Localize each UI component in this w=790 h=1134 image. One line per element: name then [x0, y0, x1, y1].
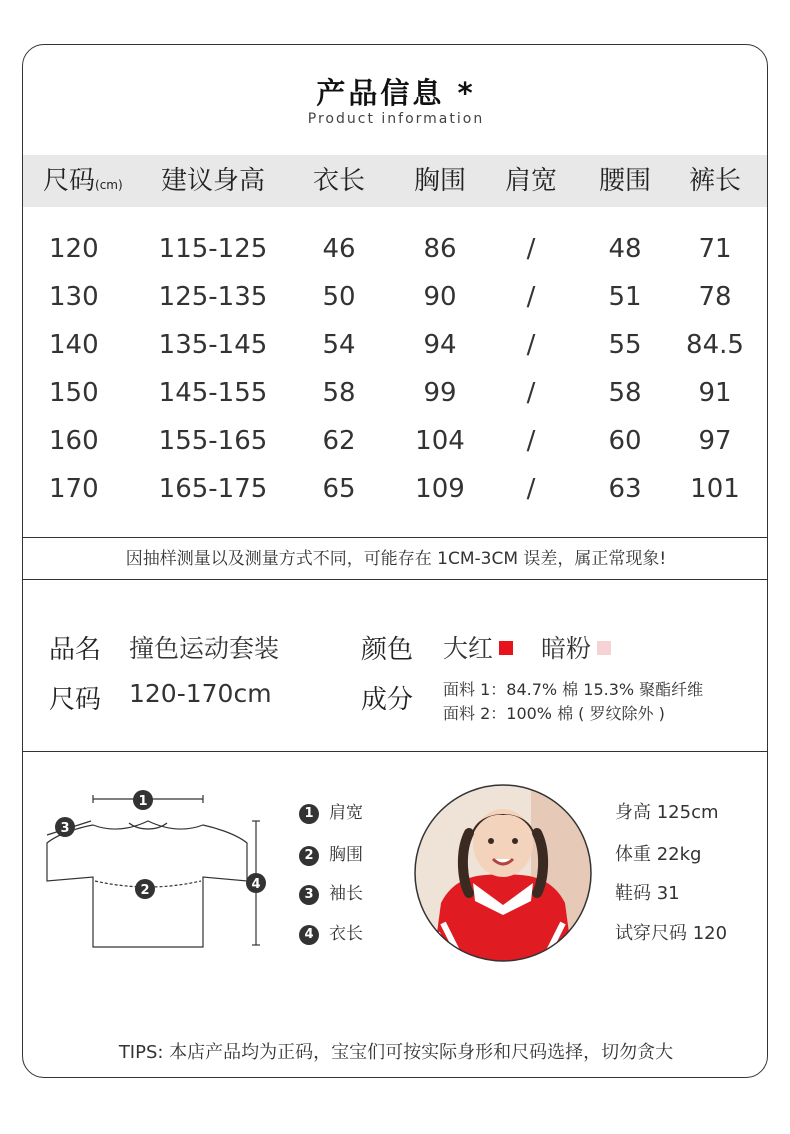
product-name-value: 撞色运动套装: [129, 634, 280, 663]
table-row: [23, 469, 768, 509]
legend-label: 袖长: [329, 884, 363, 904]
table-cell: 51: [608, 282, 642, 312]
table-cell: 135-145: [158, 330, 268, 360]
legend-label: 衣长: [329, 924, 363, 944]
child-model-photo: [413, 783, 593, 963]
table-cell: 55: [608, 330, 642, 360]
table-row: [23, 421, 768, 461]
table-cell: 120: [49, 234, 99, 264]
marker-2-label: 2: [140, 883, 150, 898]
color-name-red: 大红: [443, 634, 494, 663]
table-cell: 62: [322, 426, 356, 456]
table-cell: 145-155: [158, 378, 268, 408]
column-header-pants-length: 裤长: [688, 166, 741, 196]
table-cell: 99: [423, 378, 457, 408]
column-header-waist: 腰围: [598, 166, 651, 196]
column-header-height: 建议身高: [160, 166, 265, 196]
color-option-pink: [541, 629, 611, 665]
table-cell: 63: [608, 474, 642, 504]
color-option-red: [443, 629, 513, 665]
number-3-icon: 3: [299, 885, 319, 905]
size-range-value: 120-170cm: [129, 679, 272, 708]
legend-item-shoulder: [299, 798, 363, 822]
legend-item-length: [299, 919, 363, 943]
table-cell: 104: [415, 426, 465, 456]
divider: [23, 579, 768, 580]
table-cell: 78: [698, 282, 732, 312]
garment-diagram: [37, 785, 277, 955]
model-weight: 体重 22kg: [615, 844, 702, 865]
marker-4-label: 4: [251, 877, 261, 892]
table-cell: 109: [415, 474, 465, 504]
table-cell: 97: [698, 426, 732, 456]
model-shoe-size: 鞋码 31: [615, 883, 680, 904]
page-title: 产品信息 *: [316, 76, 476, 110]
table-cell: 65: [322, 474, 356, 504]
number-2-icon: 2: [299, 846, 319, 866]
composition-label: 成分: [361, 685, 414, 715]
measurement-note: 因抽样测量以及测量方式不同，可能存在 1CM-3CM 误差，属正常现象!: [125, 549, 667, 569]
composition-fabric-1: 面料 1：84.7% 棉 15.3% 聚酯纤维: [443, 680, 704, 699]
color-name-pink: 暗粉: [541, 634, 592, 663]
table-cell: 60: [608, 426, 642, 456]
table-cell: 101: [690, 474, 740, 504]
table-cell: 160: [49, 426, 99, 456]
table-cell: 46: [322, 234, 356, 264]
number-4-icon: 4: [299, 925, 319, 945]
table-cell: 90: [423, 282, 457, 312]
pink-swatch-icon: [597, 641, 611, 655]
table-cell: 50: [322, 282, 356, 312]
table-cell: /: [526, 378, 536, 408]
column-header-chest: 胸围: [413, 166, 466, 196]
table-cell: 84.5: [686, 330, 744, 360]
table-cell: 115-125: [158, 234, 268, 264]
table-cell: 71: [698, 234, 732, 264]
table-cell: 140: [49, 330, 99, 360]
number-1-icon: 1: [299, 804, 319, 824]
table-row: [23, 373, 768, 413]
table-row: [23, 277, 768, 317]
product-info-card: [22, 44, 768, 1078]
page-subtitle: Product information: [307, 111, 485, 127]
red-swatch-icon: [499, 641, 513, 655]
legend-item-sleeve: [299, 879, 363, 903]
table-cell: 165-175: [158, 474, 268, 504]
composition-fabric-2: 面料 2：100% 棉 ( 罗纹除外 ): [443, 704, 665, 723]
tips-text: TIPS: 本店产品均为正码，宝宝们可按实际身形和尺码选择，切勿贪大: [118, 1042, 674, 1063]
table-row: [23, 325, 768, 365]
color-label: 颜色: [361, 635, 414, 665]
table-cell: 94: [423, 330, 457, 360]
marker-1-label: 1: [138, 794, 148, 809]
table-cell: 170: [49, 474, 99, 504]
size-range-label: 尺码: [49, 685, 102, 715]
table-row: [23, 229, 768, 269]
table-cell: 130: [49, 282, 99, 312]
legend-label: 胸围: [329, 845, 363, 865]
size-table-header: [23, 155, 768, 207]
model-height: 身高 125cm: [615, 802, 719, 823]
divider: [23, 537, 768, 538]
table-cell: 58: [608, 378, 642, 408]
column-header-shoulder: 肩宽: [504, 166, 557, 196]
product-name-label: 品名: [49, 635, 102, 665]
table-cell: 91: [698, 378, 732, 408]
model-trial-size: 试穿尺码 120: [615, 923, 728, 944]
table-cell: /: [526, 282, 536, 312]
column-header-length: 衣长: [312, 166, 365, 196]
table-cell: /: [526, 234, 536, 264]
legend-item-chest: [299, 840, 363, 864]
table-cell: /: [526, 474, 536, 504]
table-cell: /: [526, 426, 536, 456]
table-cell: 150: [49, 378, 99, 408]
table-cell: 155-165: [158, 426, 268, 456]
marker-3-label: 3: [60, 821, 70, 836]
collar-icon: [129, 823, 167, 829]
divider: [23, 751, 768, 752]
table-cell: 125-135: [158, 282, 268, 312]
table-cell: 58: [322, 378, 356, 408]
legend-label: 肩宽: [329, 803, 363, 823]
table-cell: 54: [322, 330, 356, 360]
table-cell: /: [526, 330, 536, 360]
column-header-size: 尺码(cm): [43, 166, 123, 196]
table-cell: 48: [608, 234, 642, 264]
table-cell: 86: [423, 234, 457, 264]
